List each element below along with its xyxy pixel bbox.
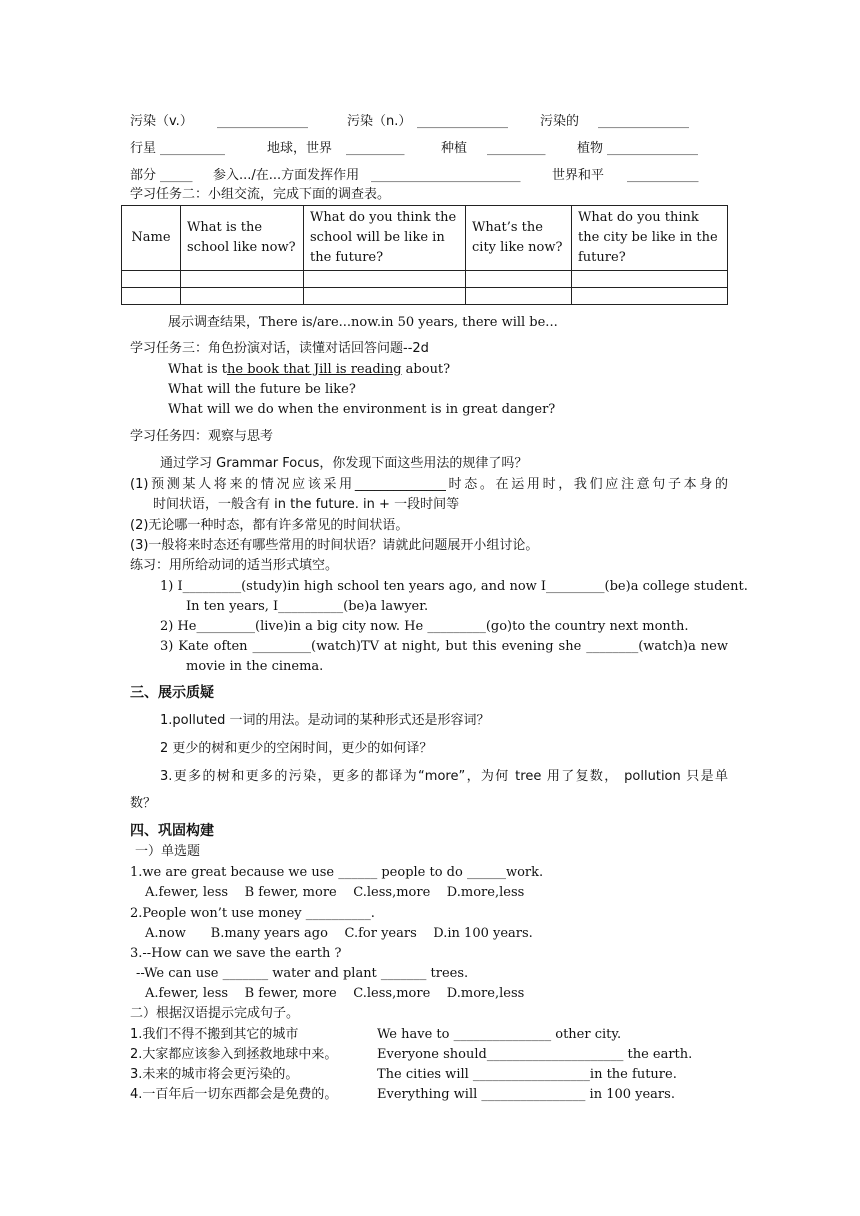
task3-question-1 bbox=[168, 361, 450, 379]
vocab-label: 部分 bbox=[130, 168, 157, 183]
mc-question-3-cont: --We can use _______ water and plant _______ trees. bbox=[136, 966, 469, 981]
vocab-label: 地球，世界 bbox=[267, 141, 333, 156]
survey-table bbox=[121, 205, 728, 305]
vocab-blank[interactable]: ______________ bbox=[607, 141, 698, 156]
vocab-label: 种植 bbox=[441, 141, 468, 156]
practice-item-1: 1) I_________(study)in high school ten years ago, and now I_________(be)a college student. bbox=[160, 579, 748, 594]
sentence-en: Everything will ________________ in 100 years. bbox=[377, 1087, 675, 1102]
vocab-label: 行星 bbox=[130, 141, 157, 156]
q1-underlined: he book that Jill is reading bbox=[227, 362, 402, 377]
header-city-now: What’s the city like now? bbox=[466, 206, 572, 271]
header-city-future: What do you think the city be like in the future? bbox=[572, 206, 728, 271]
q1-pre: What is t bbox=[168, 362, 228, 377]
sentence-cn: 4.一百年后一切东西都会是免费的。 bbox=[130, 1087, 338, 1102]
sentence-en: The cities will __________________in the future. bbox=[377, 1067, 677, 1082]
table-row bbox=[122, 288, 728, 305]
task3-question-3: What will we do when the environment is in great danger? bbox=[168, 402, 556, 417]
vocab-label: 污染（v.） bbox=[130, 114, 193, 129]
task4-point-1-cont: 时间状语，一般含有 in the future. in + 一段时间等 bbox=[153, 497, 460, 512]
vocab-blank[interactable]: _________ bbox=[346, 141, 405, 156]
sentence-cn: 2.大家都应该参入到拯救地球中来。 bbox=[130, 1047, 338, 1062]
vocab-blank[interactable]: ______________ bbox=[598, 114, 689, 129]
vocab-blank[interactable]: _____ bbox=[160, 168, 193, 183]
vocab-label: 参入.../在...方面发挥作用 bbox=[213, 168, 360, 183]
table-cell[interactable] bbox=[181, 288, 304, 305]
mc-subheading: 一）单选题 bbox=[135, 844, 201, 859]
task4-point-3: (3)一般将来时态还有哪些常用的时间状语？请就此问题展开小组讨论。 bbox=[130, 538, 539, 553]
header-name: Name bbox=[122, 206, 181, 271]
task3-question-2: What will the future be like? bbox=[168, 382, 356, 397]
vocab-blank[interactable]: ______________ bbox=[217, 114, 308, 129]
mc-options-2: A.now B.many years ago C.for years D.in 100 years. bbox=[145, 926, 533, 941]
sentence-en: We have to _______________ other city. bbox=[377, 1027, 622, 1042]
task4-point-2: (2)无论哪一种时态，都有许多常见的时间状语。 bbox=[130, 518, 409, 533]
table-cell[interactable] bbox=[304, 271, 466, 288]
table-cell[interactable] bbox=[122, 271, 181, 288]
table-cell[interactable] bbox=[304, 288, 466, 305]
present-results: 展示调查结果，There is/are...now.in 50 years, there will be... bbox=[168, 315, 558, 330]
vocab-blank[interactable]: ______________ bbox=[417, 114, 508, 129]
section3-question-3: 3.更多的树和更多的污染，更多的都译为“more”，为何 tree 用了复数， pollution 只是单 bbox=[160, 769, 728, 784]
task4-point-1: (1)预测某人将来的情况应该采用______________时态。在运用时，我们应注意句子本身的 bbox=[130, 477, 728, 492]
table-cell[interactable] bbox=[466, 288, 572, 305]
practice-item-1-cont: In ten years, I__________(be)a lawyer. bbox=[186, 599, 429, 614]
vocab-label: 污染的 bbox=[540, 114, 580, 129]
q1-post: about? bbox=[401, 362, 451, 377]
task4-intro: 通过学习 Grammar Focus，你发现下面这些用法的规律了吗？ bbox=[160, 456, 528, 471]
section3-question-3-cont: 数？ bbox=[130, 796, 157, 811]
mc-options-1: A.fewer, less B fewer, more C.less,more D.more,less bbox=[145, 885, 525, 900]
vocab-blank[interactable]: _______________________ bbox=[371, 168, 521, 183]
header-school-now: What is the school like now? bbox=[181, 206, 304, 271]
vocab-label: 世界和平 bbox=[552, 168, 605, 183]
table-row bbox=[122, 271, 728, 288]
vocab-label: 植物 bbox=[577, 141, 604, 156]
vocab-blank[interactable]: __________ bbox=[160, 141, 225, 156]
task3-title: 学习任务三：角色扮演对话，读懂对话回答问题--2d bbox=[130, 341, 429, 356]
section4-heading: 四、巩固构建 bbox=[130, 823, 214, 839]
table-header-row bbox=[122, 206, 728, 271]
mc-question-3: 3.--How can we save the earth ? bbox=[130, 946, 342, 961]
vocab-label: 污染（n.） bbox=[347, 114, 412, 129]
table-cell[interactable] bbox=[572, 271, 728, 288]
mc-question-1: 1.we are great because we use ______ people to do ______work. bbox=[130, 865, 544, 880]
practice-title: 练习：用所给动词的适当形式填空。 bbox=[130, 558, 339, 573]
sentence-en: Everyone should_____________________ the earth. bbox=[377, 1047, 693, 1062]
sentence-cn: 1.我们不得不搬到其它的城市 bbox=[130, 1027, 299, 1042]
section3-heading: 三、展示质疑 bbox=[130, 685, 214, 701]
task4-title: 学习任务四：观察与思考 bbox=[130, 429, 274, 444]
vocab-blank[interactable]: _________ bbox=[487, 141, 546, 156]
mc-question-2: 2.People won’t use money __________. bbox=[130, 906, 375, 921]
table-cell[interactable] bbox=[466, 271, 572, 288]
translate-subheading: 二）根据汉语提示完成句子。 bbox=[130, 1006, 300, 1021]
vocab-blank[interactable]: ___________ bbox=[627, 168, 699, 183]
table-cell[interactable] bbox=[181, 271, 304, 288]
practice-item-2: 2) He_________(live)in a big city now. He _________(go)to the country next month. bbox=[160, 619, 689, 634]
practice-item-3-cont: movie in the cinema. bbox=[186, 659, 324, 674]
mc-options-3: A.fewer, less B fewer, more C.less,more D.more,less bbox=[145, 986, 525, 1001]
section3-question-2: 2 更少的树和更少的空闲时间，更少的如何译？ bbox=[160, 741, 433, 756]
header-school-future: What do you think the school will be like in the future? bbox=[304, 206, 466, 271]
task2-title: 学习任务二：小组交流，完成下面的调查表。 bbox=[130, 187, 391, 202]
table-cell[interactable] bbox=[122, 288, 181, 305]
practice-item-3: 3) Kate often _________(watch)TV at night, but this evening she ________(watch)a new bbox=[160, 639, 728, 654]
section3-question-1: 1.polluted 一词的用法。是动词的某种形式还是形容词？ bbox=[160, 713, 490, 728]
table-cell[interactable] bbox=[572, 288, 728, 305]
sentence-cn: 3.未来的城市将会更污染的。 bbox=[130, 1067, 299, 1082]
